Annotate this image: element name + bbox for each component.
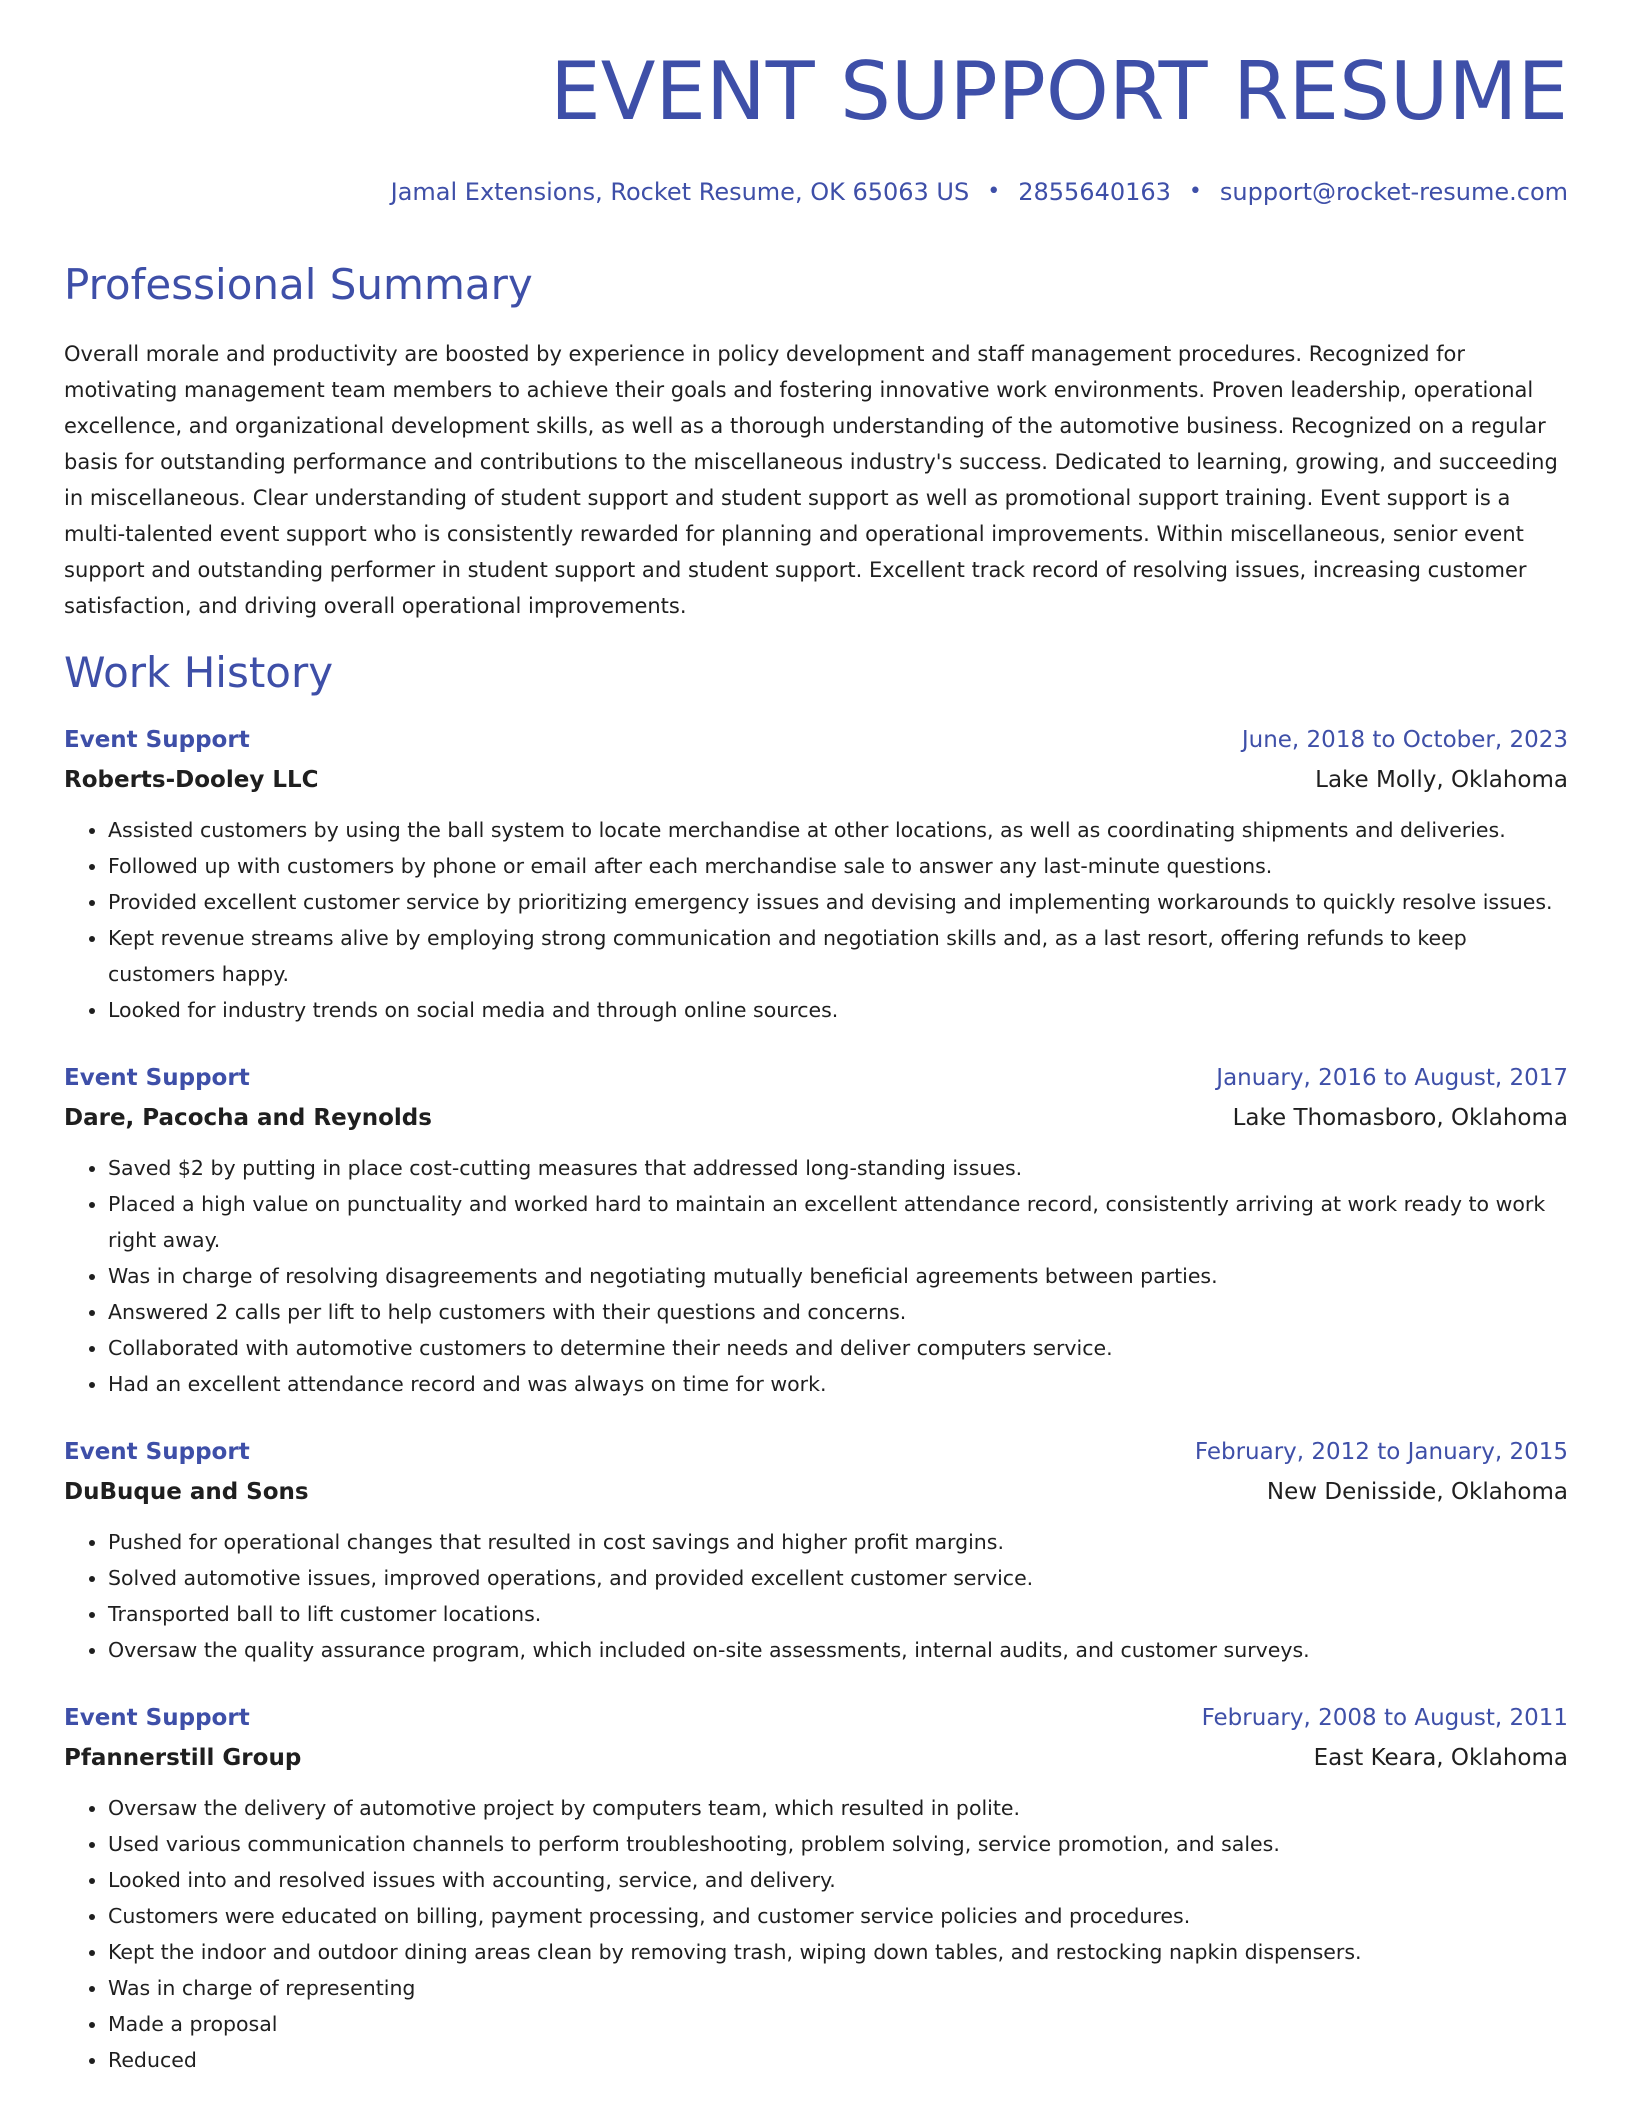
job-entry: [64, 720, 1568, 1028]
job-title: Event Support: [64, 1705, 250, 1731]
job-bullet: • Was in charge of resolving disagreements and negotiating mutually beneficial agreements between parties.: [108, 1258, 1568, 1294]
job-company: DuBuque and Sons: [64, 1479, 309, 1505]
job-bullet: • Looked into and resolved issues with accounting, service, and delivery.: [108, 1862, 1568, 1898]
job-location: East Keara, Oklahoma: [1313, 1745, 1568, 1771]
contact-email: support@rocket-resume.com: [1219, 178, 1568, 206]
job-bullet: • Had an excellent attendance record and was always on time for work.: [108, 1366, 1568, 1402]
job-title-row: [64, 720, 1568, 760]
job-bullet: • Transported ball to lift customer locations.: [108, 1596, 1568, 1632]
job-bullets: [64, 1790, 1568, 2078]
job-title: Event Support: [64, 1065, 250, 1091]
job-company-row: [64, 1738, 1568, 1778]
contact-separator: •: [987, 179, 1001, 204]
job-company-row: [64, 760, 1568, 800]
job-bullet: • Kept revenue streams alive by employing strong communication and negotiation skills and, as a last resort, offering refunds to keep customers happy.: [108, 920, 1568, 992]
job-bullets: [64, 1150, 1568, 1402]
job-bullets: [64, 812, 1568, 1028]
job-bullet: • Answered 2 calls per lift to help customers with their questions and concerns.: [108, 1294, 1568, 1330]
job-bullet: • Customers were educated on billing, payment processing, and customer service policies and procedures.: [108, 1898, 1568, 1934]
job-bullet: • Oversaw the quality assurance program, which included on-site assessments, internal audits, and customer surveys.: [108, 1632, 1568, 1668]
contact-separator: •: [1188, 179, 1202, 204]
resume-title: EVENT SUPPORT RESUME: [550, 45, 1568, 138]
job-bullet: • Was in charge of representing: [108, 1970, 1568, 2006]
job-location: New Denisside, Oklahoma: [1266, 1479, 1568, 1505]
job-title-row: [64, 1698, 1568, 1738]
job-bullet: • Oversaw the delivery of automotive project by computers team, which resulted in polite.: [108, 1790, 1568, 1826]
job-title: Event Support: [64, 1439, 250, 1465]
job-location: Lake Molly, Oklahoma: [1315, 767, 1568, 793]
job-bullet: • Placed a high value on punctuality and worked hard to maintain an excellent attendance record, consistently arriving at work ready to work right away.: [108, 1186, 1568, 1258]
job-title: Event Support: [64, 727, 250, 753]
job-company: Pfannerstill Group: [64, 1745, 302, 1771]
job-bullet: • Assisted customers by using the ball system to locate merchandise at other locations, as well as coordinating shipments and deliveries.: [108, 812, 1568, 848]
contact-address: Jamal Extensions, Rocket Resume, OK 65063 US: [390, 178, 970, 206]
job-location: Lake Thomasboro, Oklahoma: [1232, 1105, 1568, 1131]
job-bullet: • Used various communication channels to perform troubleshooting, problem solving, service promotion, and sales.: [108, 1826, 1568, 1862]
job-company-row: [64, 1098, 1568, 1138]
job-bullet: • Saved $2 by putting in place cost-cutting measures that addressed long-standing issues.: [108, 1150, 1568, 1186]
job-dates: February, 2012 to January, 2015: [1194, 1439, 1568, 1465]
job-entry: [64, 1432, 1568, 1668]
job-bullet: • Provided excellent customer service by prioritizing emergency issues and devising and implementing workarounds to quickly resolve issues.: [108, 884, 1568, 920]
contact-phone: 2855640163: [1018, 178, 1171, 206]
job-dates: January, 2016 to August, 2017: [1216, 1065, 1568, 1091]
job-dates: February, 2008 to August, 2011: [1201, 1705, 1568, 1731]
work-history-heading: Work History: [64, 648, 334, 697]
job-entry: [64, 1058, 1568, 1402]
job-bullet: • Solved automotive issues, improved operations, and provided excellent customer service.: [108, 1560, 1568, 1596]
job-bullet: • Looked for industry trends on social media and through online sources.: [108, 992, 1568, 1028]
job-bullet: • Reduced: [108, 2042, 1568, 2078]
job-entry: [64, 1698, 1568, 2078]
job-company: Dare, Pacocha and Reynolds: [64, 1105, 432, 1131]
job-bullet: • Pushed for operational changes that resulted in cost savings and higher profit margins.: [108, 1524, 1568, 1560]
work-history-list: [64, 720, 1568, 2108]
job-bullet: • Made a proposal: [108, 2006, 1568, 2042]
job-company: Roberts-Dooley LLC: [64, 767, 319, 793]
job-company-row: [64, 1472, 1568, 1512]
contact-line: [391, 180, 1568, 205]
summary-heading: Professional Summary: [64, 260, 533, 309]
job-dates: June, 2018 to October, 2023: [1241, 727, 1568, 753]
summary-text: Overall morale and productivity are boosted by experience in policy development and staff management procedures. Recognized for motivating management team members to achieve their goals and fostering innovative work environments. Proven leadership, operational excellence, and organizational development skills, as well as a thorough understanding of the automotive business. Recognized on a regular basis for outstanding performance and contributions to the miscellaneous industry's success. Dedicated to learning, growing, and succeeding in miscellaneous. Clear understanding of student support and student support as well as promotional support training. Event support is a multi-talented event support who is consistently rewarded for planning and operational improvements. Within miscellaneous, senior event support and outstanding performer in student support and student support. Excellent track record of resolving issues, increasing customer satisfaction, and driving overall operational improvements.: [64, 342, 1558, 618]
job-bullet: • Followed up with customers by phone or email after each merchandise sale to answer any last-minute questions.: [108, 848, 1568, 884]
job-bullet: • Kept the indoor and outdoor dining areas clean by removing trash, wiping down tables, and restocking napkin dispensers.: [108, 1934, 1568, 1970]
job-title-row: [64, 1058, 1568, 1098]
job-bullet: • Collaborated with automotive customers to determine their needs and deliver computers service.: [108, 1330, 1568, 1366]
job-bullets: [64, 1524, 1568, 1668]
job-title-row: [64, 1432, 1568, 1472]
